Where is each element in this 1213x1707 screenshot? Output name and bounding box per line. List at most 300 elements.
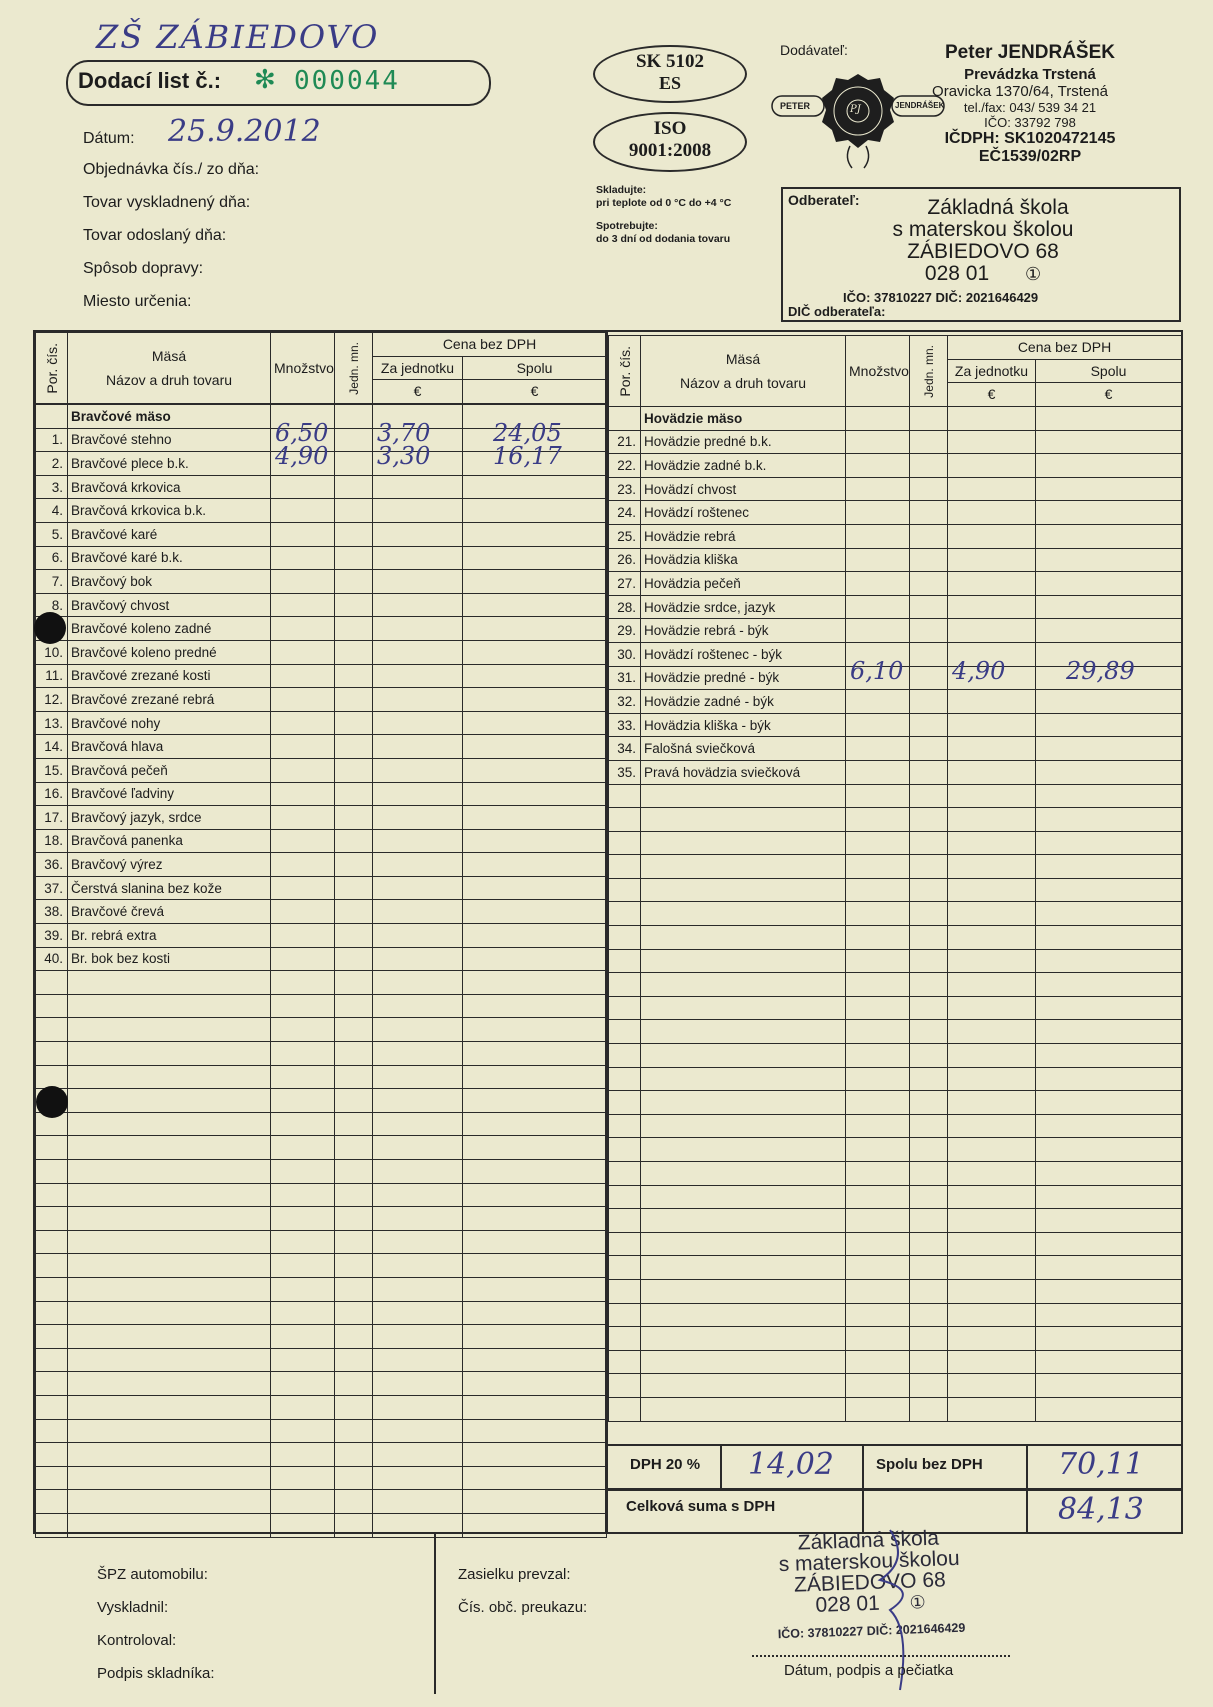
spolu-label: Spolu bez DPH: [876, 1456, 983, 1473]
item-name: Bravčová krkovica b.k.: [68, 499, 271, 523]
hdr-zajednotku-left: Za jednotku: [373, 356, 463, 380]
total-cell: [1036, 1350, 1182, 1374]
item-name: Bravčové zrezané kosti: [68, 664, 271, 688]
table-row: [609, 1162, 1182, 1186]
total-cell: [1036, 1114, 1182, 1138]
unit-price-cell: [948, 737, 1036, 761]
row-number: [609, 973, 641, 997]
table-row: [609, 926, 1182, 950]
total-cell: [1036, 477, 1182, 501]
vyskladnil-field: Vyskladnil:: [97, 1599, 169, 1616]
unit-measure-cell: [335, 782, 373, 806]
quantity-cell: [271, 499, 335, 523]
unit-measure-cell: [910, 926, 948, 950]
unit-measure-cell: [335, 570, 373, 594]
item-name: Bravčové koleno predné: [68, 640, 271, 664]
item-name: [68, 1301, 271, 1325]
supplier-label: Dodávateľ:: [780, 42, 848, 58]
quantity-cell: [271, 1018, 335, 1042]
table-row: [36, 1018, 607, 1042]
item-name: Hovädzie predné - býk: [641, 666, 846, 690]
quantity-cell: [271, 711, 335, 735]
total-cell: [463, 900, 607, 924]
unit-measure-cell: [910, 666, 948, 690]
table-row: [609, 524, 1182, 548]
total-cell: [463, 1372, 607, 1396]
item-name: [641, 996, 846, 1020]
unit-price-cell: [373, 1183, 463, 1207]
quantity-cell: [846, 1209, 910, 1233]
supplier-line2: Oravicka 1370/64, Trstená: [932, 83, 1108, 100]
total-cell: [1036, 1162, 1182, 1186]
unit-measure-cell: [910, 973, 948, 997]
unit-measure-cell: [335, 1466, 373, 1490]
row-number: [36, 1348, 68, 1372]
table-row: [36, 546, 607, 570]
unit-measure-cell: [335, 1277, 373, 1301]
total-cell: [463, 1089, 607, 1113]
unit-price-cell: [948, 855, 1036, 879]
table-row: [36, 640, 607, 664]
unit-measure-cell: [335, 1419, 373, 1443]
unit-measure-cell: [335, 900, 373, 924]
unit-price-cell: [948, 973, 1036, 997]
storage-text: pri teplote od 0 °C do +4 °C: [596, 197, 732, 209]
customer-postal: 028 01: [924, 262, 990, 285]
unit-measure-cell: [335, 617, 373, 641]
unit-measure-cell: [335, 1301, 373, 1325]
item-name: [68, 1018, 271, 1042]
dispatched-field: Tovar vyskladnený dňa:: [83, 194, 251, 211]
table-row: [609, 1044, 1182, 1068]
unit-price-cell: [948, 656, 1036, 690]
table-row: [36, 876, 607, 900]
row-number: 24.: [609, 501, 641, 525]
total-cell: [463, 1018, 607, 1042]
quantity-cell: [846, 1232, 910, 1256]
left-header: [35, 332, 607, 404]
total-cell: [463, 1443, 607, 1467]
hdr-por-right: [609, 336, 641, 407]
row-number: [609, 784, 641, 808]
total-cell: [1036, 949, 1182, 973]
table-row: [609, 855, 1182, 879]
unit-price-cell: [373, 1348, 463, 1372]
item-name: Bravčové mäso: [68, 405, 271, 429]
unit-measure-cell: [910, 501, 948, 525]
quantity-cell: [846, 831, 910, 855]
quantity-cell: [271, 1301, 335, 1325]
delivery-note-title: Dodací list č.:: [78, 68, 222, 93]
table-row: [609, 595, 1182, 619]
shipped-field: Tovar odoslaný dňa:: [83, 227, 227, 244]
quantity-cell: [846, 1067, 910, 1091]
unit-measure-cell: [335, 924, 373, 948]
unit-measure-cell: [335, 853, 373, 877]
hdr-euro1-left: €: [373, 380, 463, 404]
quantity-cell: [271, 1065, 335, 1089]
table-row: [609, 430, 1182, 454]
total-cell: [1036, 760, 1182, 784]
quantity-cell: [271, 1207, 335, 1231]
table-row: [36, 1230, 607, 1254]
item-name: [641, 902, 846, 926]
hdr-por-left: [36, 333, 68, 404]
stamp-line3: ZÁBIEDOVO 68: [793, 1568, 947, 1597]
item-name: [641, 1114, 846, 1138]
total-cell: [1036, 973, 1182, 997]
quantity-cell: [846, 949, 910, 973]
unit-price-cell: [948, 548, 1036, 572]
quantity-cell: [846, 407, 910, 431]
quantity-cell: [271, 735, 335, 759]
row-number: 3.: [36, 475, 68, 499]
unit-price-cell: [373, 1160, 463, 1184]
quantity-cell: [846, 973, 910, 997]
total-cell-handwritten: 16,17: [493, 442, 562, 471]
quantity-cell: [271, 1419, 335, 1443]
total-cell: [1036, 572, 1182, 596]
table-row: [36, 782, 607, 806]
unit-price-cell: [373, 1136, 463, 1160]
row-number: 30.: [609, 642, 641, 666]
table-row: [609, 1303, 1182, 1327]
unit-measure-cell: [910, 784, 948, 808]
unit-measure-cell: [910, 595, 948, 619]
serial-star-icon: ✻: [254, 64, 276, 94]
order-field: Objednávka čís./ zo dňa:: [83, 161, 260, 178]
unit-price-cell: [373, 735, 463, 759]
unit-price-cell: [948, 996, 1036, 1020]
table-row: [36, 735, 607, 759]
unit-price-cell: [373, 924, 463, 948]
total-cell: [463, 640, 607, 664]
table-row: [609, 1256, 1182, 1280]
total-cell: [463, 1490, 607, 1514]
hdr-mnozstvo-left: Množstvo: [271, 333, 335, 404]
quantity-cell: [271, 758, 335, 782]
quantity-cell: [271, 1348, 335, 1372]
row-number: 32.: [609, 690, 641, 714]
unit-measure-cell: [910, 1397, 948, 1421]
unit-measure-cell: [910, 524, 948, 548]
unit-measure-cell: [910, 1256, 948, 1280]
quantity-cell: [271, 971, 335, 995]
sk-cert-oval: [593, 45, 747, 103]
row-number: [609, 949, 641, 973]
table-row: [36, 688, 607, 712]
total-cell: [463, 688, 607, 712]
hdr-jedn-right-text: Jedn. mn.: [921, 344, 936, 398]
item-name: Bravčový bok: [68, 570, 271, 594]
hdr-zajednotku-right: Za jednotku: [948, 359, 1036, 383]
sk-cert-line1: SK 5102: [635, 51, 705, 72]
item-name: [641, 926, 846, 950]
unit-price-cell: [948, 1067, 1036, 1091]
total-cell: [463, 924, 607, 948]
item-name: [641, 1067, 846, 1091]
table-row: [36, 947, 607, 971]
item-name: [641, 1044, 846, 1068]
unit-measure-cell: [335, 688, 373, 712]
row-number: [609, 1327, 641, 1351]
unit-measure-cell: [910, 902, 948, 926]
quantity-cell: [271, 1395, 335, 1419]
row-number: [36, 994, 68, 1018]
unit-price-cell: [373, 688, 463, 712]
table-row: [609, 1279, 1182, 1303]
total-cell: [463, 1277, 607, 1301]
unit-price-cell: [373, 593, 463, 617]
row-number: [609, 1162, 641, 1186]
unit-price-cell: [948, 713, 1036, 737]
row-number: [609, 926, 641, 950]
quantity-cell: [846, 454, 910, 478]
row-number: 34.: [609, 737, 641, 761]
total-cell: [463, 853, 607, 877]
table-row: [36, 1136, 607, 1160]
unit-price-cell: [948, 430, 1036, 454]
unit-price-cell: [948, 1162, 1036, 1186]
unit-price-cell: [948, 784, 1036, 808]
item-name: Bravčové karé b.k.: [68, 546, 271, 570]
logo-initials: PJ: [850, 104, 861, 115]
row-number: 13.: [36, 711, 68, 735]
serial-number: 000044: [294, 66, 400, 96]
row-number: 35.: [609, 760, 641, 784]
spz-field: ŠPZ automobilu:: [97, 1566, 208, 1583]
quantity-cell: [271, 522, 335, 546]
unit-measure-cell: [335, 1042, 373, 1066]
unit-measure-cell: [910, 1327, 948, 1351]
row-number: [609, 1374, 641, 1398]
table-row: [36, 853, 607, 877]
row-number: [609, 1138, 641, 1162]
table-row: [609, 690, 1182, 714]
item-name: Br. bok bez kosti: [68, 947, 271, 971]
unit-price-cell: [373, 1395, 463, 1419]
total-cell: [1036, 926, 1182, 950]
row-number: [609, 808, 641, 832]
unit-price-cell: [948, 1397, 1036, 1421]
row-number: [36, 1513, 68, 1537]
quantity-cell: [846, 548, 910, 572]
table-row: [609, 1374, 1182, 1398]
item-name: Bravčové nohy: [68, 711, 271, 735]
row-number: 27.: [609, 572, 641, 596]
quantity-cell: [271, 546, 335, 570]
row-number: 31.: [609, 666, 641, 690]
quantity-cell-handwritten: 6,10: [850, 656, 904, 685]
item-name: [641, 1350, 846, 1374]
quantity-cell: [846, 926, 910, 950]
item-name: [68, 1254, 271, 1278]
total-cell: [1036, 407, 1182, 431]
unit-measure-cell: [335, 1136, 373, 1160]
unit-measure-cell: [335, 452, 373, 476]
item-name: [68, 1372, 271, 1396]
total-cell-handwritten: 24,05: [493, 418, 562, 447]
unit-measure-cell: [910, 1279, 948, 1303]
unit-measure-cell: [910, 808, 948, 832]
table-row: [609, 501, 1182, 525]
quantity-cell: [846, 1327, 910, 1351]
total-cell: [463, 782, 607, 806]
zasielku-prevzal-field: Zasielku prevzal:: [458, 1566, 571, 1583]
unit-price-cell: [373, 546, 463, 570]
table-row: [36, 1466, 607, 1490]
unit-price-cell: [373, 829, 463, 853]
table-row: [36, 499, 607, 523]
item-name: [641, 878, 846, 902]
hdr-euro2-right: €: [1036, 383, 1182, 407]
item-name: Hovädzie zadné - býk: [641, 690, 846, 714]
table-row: [609, 1350, 1182, 1374]
quantity-cell: [846, 996, 910, 1020]
item-name: [68, 1207, 271, 1231]
hdr-cena-right: Cena bez DPH: [948, 336, 1182, 360]
unit-measure-cell: [910, 477, 948, 501]
total-cell: [1036, 1091, 1182, 1115]
table-row: [609, 713, 1182, 737]
quantity-cell: [271, 617, 335, 641]
quantity-cell: [846, 656, 910, 690]
total-cell: [463, 1466, 607, 1490]
unit-measure-cell: [335, 1490, 373, 1514]
hdr-por-left-text: Por. čís.: [43, 342, 60, 394]
obc-preukaz-field: Čís. obč. preukazu:: [458, 1599, 588, 1616]
supplier-block: [930, 42, 1130, 166]
row-number: 36.: [36, 853, 68, 877]
unit-measure-cell: [910, 1044, 948, 1068]
unit-measure-cell: [910, 430, 948, 454]
unit-price-cell: [373, 475, 463, 499]
row-number: 16.: [36, 782, 68, 806]
unit-price-cell: [373, 1325, 463, 1349]
unit-price-cell: [373, 900, 463, 924]
unit-measure-cell: [335, 735, 373, 759]
supplier-line1: Prevádzka Trstená: [964, 66, 1096, 83]
table-row: [36, 1160, 607, 1184]
quantity-cell: [846, 595, 910, 619]
total-cell: [1036, 1209, 1182, 1233]
quantity-cell: [271, 1490, 335, 1514]
unit-measure-cell: [335, 428, 373, 452]
item-name: Hovädzia kliška: [641, 548, 846, 572]
row-number: 40.: [36, 947, 68, 971]
row-number: [609, 1185, 641, 1209]
unit-measure-cell: [910, 1091, 948, 1115]
item-name: [641, 1256, 846, 1280]
unit-measure-cell: [335, 1325, 373, 1349]
row-number: [36, 1207, 68, 1231]
unit-price-cell: [948, 1350, 1036, 1374]
total-cell: [463, 1065, 607, 1089]
row-number: 26.: [609, 548, 641, 572]
table-row: [609, 1138, 1182, 1162]
quantity-cell: [271, 1277, 335, 1301]
row-number: [36, 1254, 68, 1278]
dph-value: 14,02: [748, 1447, 834, 1482]
quantity-cell: [846, 1374, 910, 1398]
unit-measure-cell: [335, 1183, 373, 1207]
unit-price-cell: [373, 806, 463, 830]
quantity-cell: [846, 737, 910, 761]
table-row: [36, 475, 607, 499]
row-number: 15.: [36, 758, 68, 782]
unit-price-cell: [948, 477, 1036, 501]
totals-box: [608, 1444, 1181, 1532]
total-cell: [463, 570, 607, 594]
item-name: [68, 994, 271, 1018]
unit-price-cell-handwritten: 4,90: [952, 656, 1006, 685]
unit-measure-cell: [335, 1230, 373, 1254]
item-name: Hovädzia kliška - býk: [641, 713, 846, 737]
unit-measure-cell: [910, 1232, 948, 1256]
total-cell: [1036, 1279, 1182, 1303]
quantity-cell: [271, 1183, 335, 1207]
total-cell: [463, 442, 607, 476]
item-name: [68, 1395, 271, 1419]
table-row: [609, 737, 1182, 761]
unit-price-cell: [373, 1443, 463, 1467]
table-row: [609, 619, 1182, 643]
quantity-cell: [271, 688, 335, 712]
row-number: 6.: [36, 546, 68, 570]
total-cell: [463, 947, 607, 971]
unit-price-cell: [373, 947, 463, 971]
row-number: 2.: [36, 452, 68, 476]
table-row: [36, 806, 607, 830]
table-row: [609, 1067, 1182, 1091]
unit-price-cell: [373, 1466, 463, 1490]
quantity-cell: [271, 853, 335, 877]
row-number: [36, 971, 68, 995]
unit-price-cell: [373, 570, 463, 594]
item-name: [68, 1183, 271, 1207]
quantity-cell: [846, 1256, 910, 1280]
item-name: Bravčové karé: [68, 522, 271, 546]
total-cell: [463, 876, 607, 900]
unit-price-cell: [948, 1091, 1036, 1115]
item-name: [641, 1138, 846, 1162]
unit-measure-cell: [910, 713, 948, 737]
footer-left: [97, 1558, 215, 1690]
unit-price-cell: [373, 1207, 463, 1231]
quantity-cell: [271, 829, 335, 853]
quantity-cell: [846, 619, 910, 643]
unit-price-cell: [948, 1256, 1036, 1280]
unit-measure-cell: [910, 1350, 948, 1374]
table-row: [36, 758, 607, 782]
unit-measure-cell: [910, 1162, 948, 1186]
quantity-cell: [846, 1397, 910, 1421]
customer-line1: Základná škola: [927, 196, 1069, 219]
quantity-cell: [271, 1372, 335, 1396]
row-number: [36, 1372, 68, 1396]
iso-cert-line1: ISO: [653, 118, 687, 139]
quantity-cell-handwritten: 6,50: [275, 418, 329, 447]
unit-price-cell: [373, 664, 463, 688]
item-name: [641, 1209, 846, 1233]
unit-measure-cell: [335, 1372, 373, 1396]
item-name: [68, 1419, 271, 1443]
table-row: [36, 1372, 607, 1396]
unit-price-cell: [948, 572, 1036, 596]
total-cell: [463, 1183, 607, 1207]
spolu-value: 70,11: [1058, 1447, 1144, 1482]
customer-line3: ZÁBIEDOVO 68: [907, 240, 1059, 263]
